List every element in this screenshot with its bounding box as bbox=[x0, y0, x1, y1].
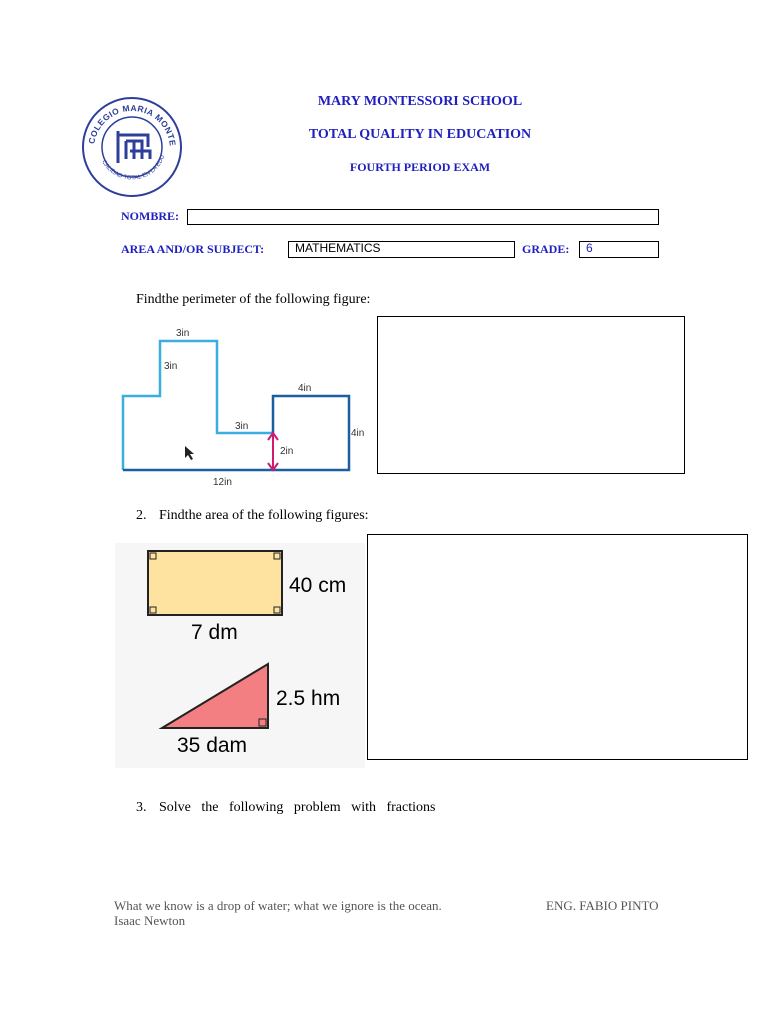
name-label: NOMBRE: bbox=[121, 209, 179, 223]
school-seal-logo bbox=[80, 97, 184, 197]
fig1-label-left-upper: 3in bbox=[164, 361, 178, 372]
name-field[interactable] bbox=[187, 209, 659, 225]
answer-box-1[interactable] bbox=[377, 316, 685, 474]
fig1-label-bottom: 12in bbox=[213, 477, 232, 488]
perimeter-figure bbox=[115, 322, 375, 492]
subject-field[interactable]: MATHEMATICS bbox=[288, 241, 515, 258]
svg-text:CALIDAD TOTAL EN LA EDUCACION: CALIDAD TOTAL EN LA EDU bbox=[100, 154, 167, 182]
school-motto: TOTAL QUALITY IN EDUCATION bbox=[308, 127, 532, 142]
area-figures bbox=[115, 543, 365, 768]
fig1-label-height: 2in bbox=[280, 446, 294, 457]
fig1-label-right-top: 4in bbox=[298, 383, 312, 394]
footer-teacher: ENG. FABIO PINTO bbox=[546, 898, 659, 913]
fig1-label-top: 3in bbox=[176, 328, 190, 339]
rect-height-label: 40 cm bbox=[289, 574, 347, 597]
answer-box-2[interactable] bbox=[367, 534, 748, 760]
fig1-label-right-side: 4in bbox=[351, 428, 365, 439]
exam-title: FOURTH PERIOD EXAM bbox=[349, 160, 491, 174]
subject-label: AREA AND/OR SUBJECT: bbox=[121, 242, 265, 256]
fig1-label-middle: 3in bbox=[235, 421, 249, 432]
grade-field[interactable]: 6 bbox=[579, 241, 659, 258]
footer-author: Isaac Newton bbox=[114, 913, 186, 928]
svg-text:COLEGIO MARIA MONTESSORI: COLEGIO MARIA MONTE bbox=[86, 102, 178, 147]
question-1-text: Findthe perimeter of the following figure: bbox=[136, 292, 371, 307]
question-2-text: Findthe area of the following figures: bbox=[159, 508, 369, 523]
question-3-number: 3. bbox=[136, 800, 147, 815]
rect-width-label: 7 dm bbox=[191, 621, 238, 644]
triangle-base-label: 35 dam bbox=[177, 734, 248, 757]
footer-quote: What we know is a drop of water; what we ignore is the ocean. bbox=[114, 898, 442, 913]
triangle-height-label: 2.5 hm bbox=[276, 687, 341, 710]
question-2-number: 2. bbox=[136, 508, 147, 523]
grade-label: GRADE: bbox=[522, 242, 570, 256]
school-name: MARY MONTESSORI SCHOOL bbox=[317, 94, 523, 109]
question-3-text: Solve the following problem with fractions bbox=[159, 800, 436, 815]
